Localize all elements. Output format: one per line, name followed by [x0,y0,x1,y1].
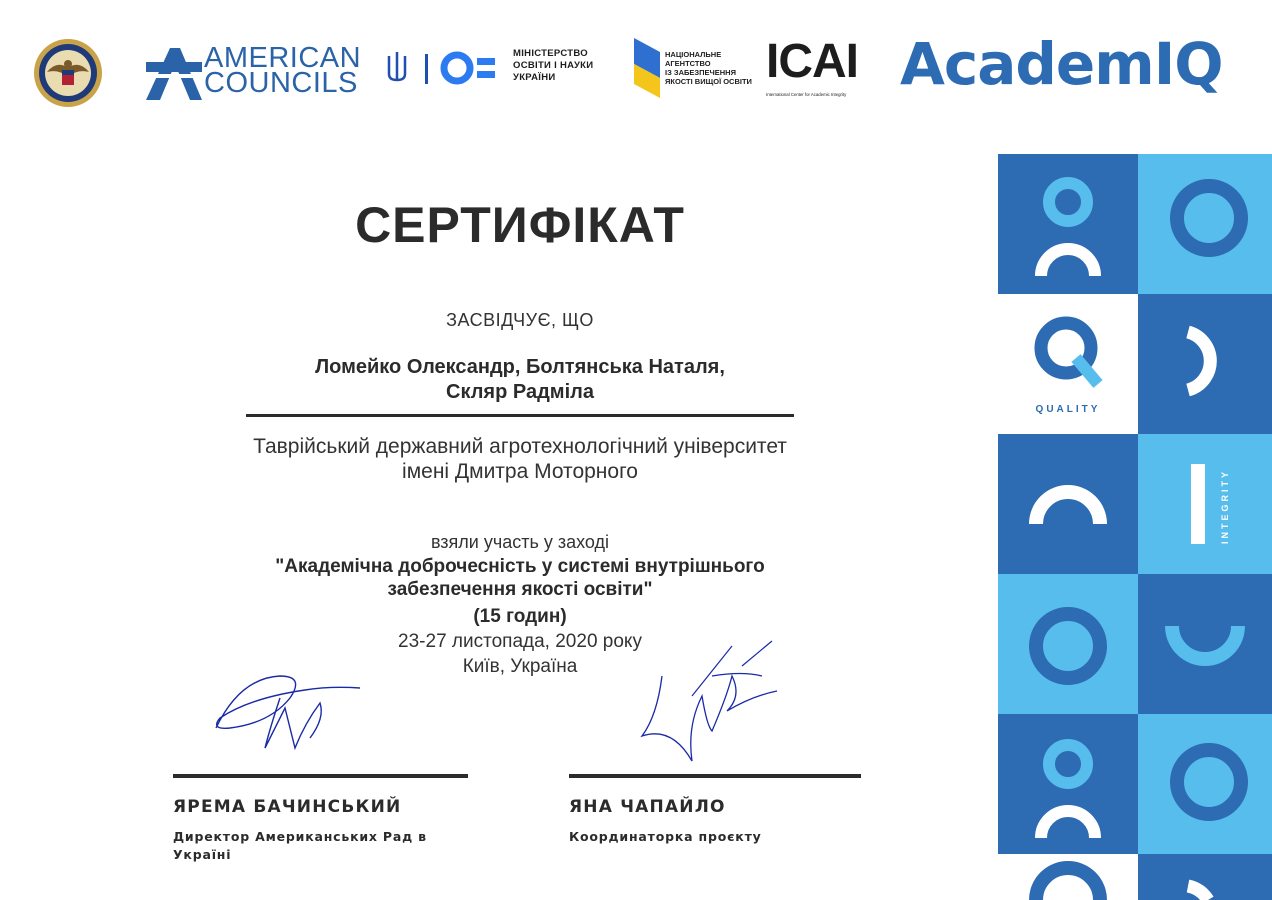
university-line2: імені Дмитра Моторного [402,460,638,483]
nazyavo-logo [634,38,754,98]
american-councils-line1: AMERICAN [204,42,362,74]
ministry-logo [385,46,615,90]
agency-line3: ІЗ ЗАБЕЗПЕЧЕННЯ [665,68,736,77]
logo-strip [0,0,1272,130]
attests-text: ЗАСВІДЧУЄ, ЩО [446,310,594,330]
nazyavo-wordmark [665,50,752,86]
signatory-2-role-line1: Координаторка проєкту [569,829,762,844]
university-line1: Таврійський державний агротехнологічний університет [253,435,787,458]
american-councils-wordmark [204,42,362,99]
decorative-pattern [998,154,1272,900]
signature-2-icon [632,636,782,766]
took-part-text: взяли участь у заході [430,532,610,552]
icai-logo [766,34,886,104]
agency-line2: АГЕНТСТВО [665,59,711,68]
ministry-line3: УКРАЇНИ [513,72,556,83]
university-name [200,434,840,484]
signatory-1-role-line2: Україні [173,847,232,862]
names-underline [246,414,794,417]
event-city: Київ, Україна [462,656,578,677]
names-line2: Скляр Радміла [446,381,594,403]
participant-names [200,355,840,405]
names-line1: Ломейко Олександр, Болтянська Наталя, [315,356,725,378]
us-embassy-seal-icon [33,38,103,108]
signatory-1-name: ЯРЕМА БАЧИНСЬКИЙ [173,797,402,817]
icai-wordmark: ICAI [766,35,858,88]
nazyavo-flag-icon [634,38,662,98]
event-dates: 23-27 листопада, 2020 року [398,631,642,652]
signatory-1-role [173,828,473,864]
quality-label: QUALITY [1035,404,1101,415]
signatory-2-name: ЯНА ЧАПАЙЛО [569,797,726,817]
american-councils-logo [146,44,366,102]
event-title [200,555,840,601]
trident-icon [385,46,505,90]
integrity-bar-icon [1191,464,1205,544]
event-hours: (15 годин) [473,606,567,627]
agency-line1: НАЦІОНАЛЬНЕ [665,50,722,59]
signature-2-line [569,774,861,778]
signature-1-line [173,774,468,778]
american-councils-icon [146,44,202,100]
signatory-1-role-line1: Директор Американських Рад в [173,829,427,844]
ministry-line2: ОСВІТИ І НАУКИ [513,60,594,71]
icai-subtitle: International Center for Academic Integrity [766,92,847,97]
event-line1: "Академічна доброчесність у системі внутрішнього [275,556,765,577]
integrity-label: INTEGRITY [1220,468,1230,544]
signatory-2-role [569,828,869,846]
ministry-line1: МІНІСТЕРСТВО [513,48,588,59]
american-councils-line2: COUNCILS [204,67,358,99]
signature-1-icon [210,668,370,763]
event-line2: забезпечення якості освіти" [387,579,653,600]
agency-line4: ЯКОСТІ ВИЩОЇ ОСВІТИ [665,77,752,86]
academiq-logo: AcademIQ [900,30,1223,98]
certificate-title: СЕРТИФІКАТ [355,197,685,253]
ministry-wordmark [513,48,593,84]
